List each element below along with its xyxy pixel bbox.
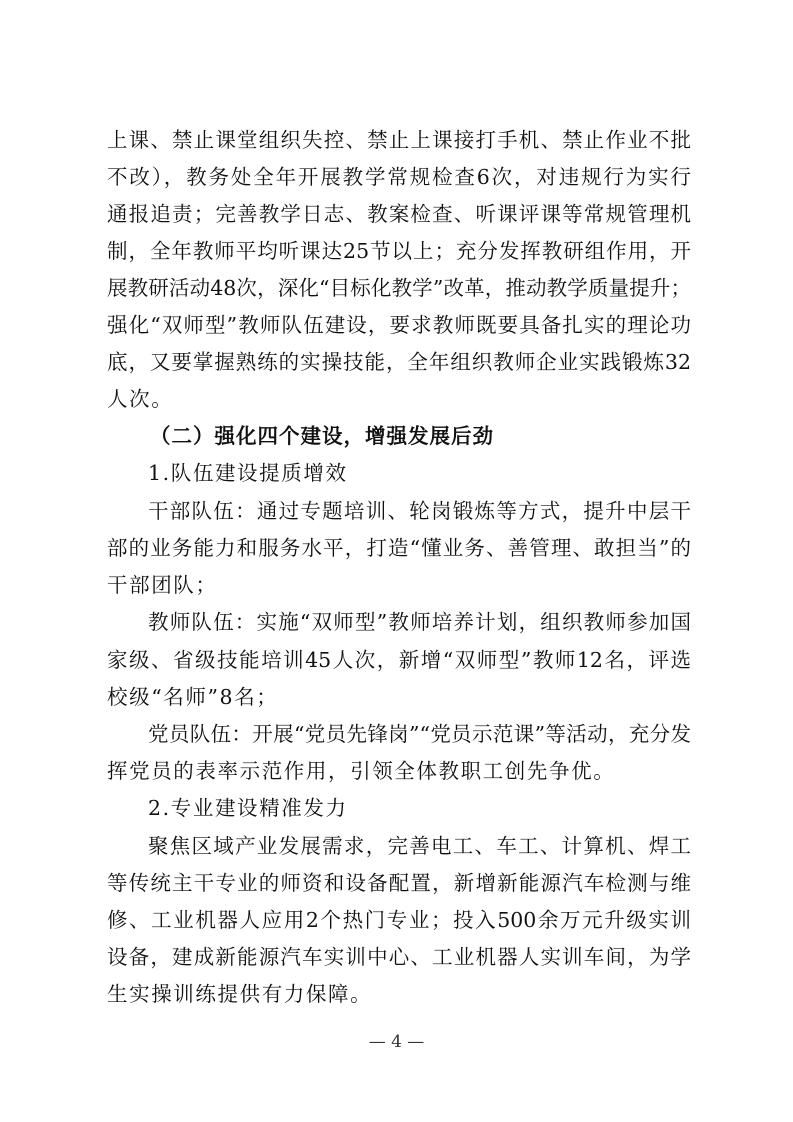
text-line: 制，全年教师平均听课达25节以上；充分发挥教研组作用，开 [107, 239, 691, 263]
text-line: 强化“双师型”教师队伍建设，要求教师既要具备扎实的理论功 [107, 313, 691, 337]
text-line: 教师队伍：实施“双师型”教师培养计划，组织教师参加国 [148, 610, 691, 634]
section-heading: （二）强化四个建设，增强发展后劲 [150, 424, 494, 448]
text-line: 上课、禁止课堂组织失控、禁止上课接打手机、禁止作业不批 [107, 128, 691, 152]
text-line: 底，又要掌握熟练的实操技能，全年组织教师企业实践锻炼32 [107, 350, 691, 374]
text-line: 不改），教务处全年开展教学常规检查6次，对违规行为实行 [107, 165, 691, 189]
text-line: 通报追责；完善教学日志、教案检查、听课评课等常规管理机 [107, 202, 691, 226]
text-line: 等传统主干专业的师资和设备配置，新增新能源汽车检测与维 [107, 871, 691, 895]
text-line: 部的业务能力和服务水平，打造“懂业务、善管理、敢担当”的 [107, 536, 691, 560]
text-line: 展教研活动48次，深化“目标化教学”改革，推动教学质量提升； [107, 276, 691, 300]
text-line: 修、工业机器人应用2个热门专业；投入500余万元升级实训 [107, 908, 691, 932]
text-line: 干部团队； [107, 573, 218, 597]
page-number: — 4 — [368, 1032, 425, 1052]
text-line: 2.专业建设精准发力 [148, 796, 348, 820]
text-line: 党员队伍：开展“党员先锋岗”“党员示范课”等活动，充分发 [148, 722, 691, 746]
text-line: 生实操训练提供有力保障。 [107, 982, 373, 1006]
text-line: 人次。 [107, 387, 174, 411]
text-line: 聚焦区域产业发展需求，完善电工、车工、计算机、焊工 [148, 834, 691, 858]
text-line: 干部队伍：通过专题培训、轮岗锻炼等方式，提升中层干 [148, 499, 691, 523]
text-line: 1.队伍建设提质增效 [148, 461, 348, 485]
text-line: 校级“名师”8名； [107, 685, 279, 709]
text-line: 家级、省级技能培训45人次，新增“双师型”教师12名，评选 [107, 648, 691, 672]
text-line: 挥党员的表率示范作用，引领全体教职工创先争优。 [107, 759, 616, 783]
text-line: 设备，建成新能源汽车实训中心、工业机器人实训车间，为学 [107, 945, 691, 969]
